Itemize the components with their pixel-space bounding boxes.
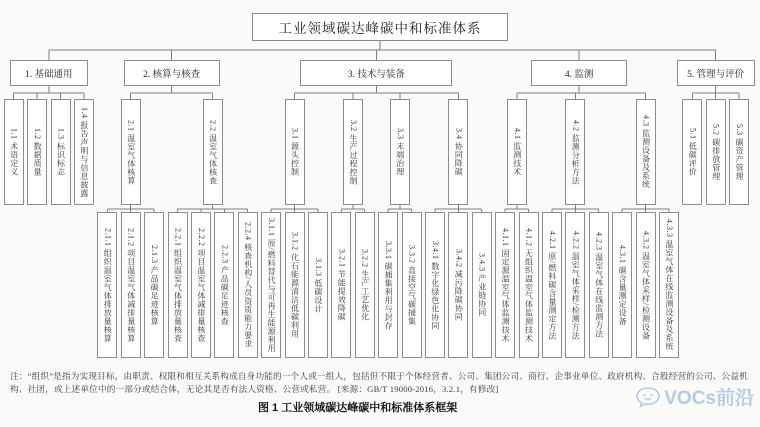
tree-node-level2: 4.1 监测技术 <box>507 99 527 205</box>
tree-node-level2: 1.1 术语定义 <box>4 99 24 205</box>
tree-node-section: 4. 监测 <box>531 60 627 86</box>
watermark <box>635 383 754 410</box>
tree-node-level2: 4.2 监测分析方法 <box>565 99 585 205</box>
tree-node-level3: 3.2.1 节能提效降碳 <box>331 212 351 358</box>
tree-node-level2: 5.3 碳资产管理 <box>729 99 749 205</box>
note-text: 注：“组织”是指为实现目标，由职责、权限和相互关系构成自身功能的一个人或一组人，包括但不限于个体经营者、公司、集团公司、商行、企事业单位、政府机构、合股经营的公司、公益机构、社团，或上述单位中的一部分或结合体，无论其是否有法人资格、公营或私营。 [来源：GB/T 19000-2016，3.2.1，有修改] <box>10 370 748 395</box>
tree-node-section: 1. 基础通用 <box>10 60 88 86</box>
tree-node-level3: 2.1.2 项目温室气体减排量核算 <box>121 212 141 358</box>
tree-node-level3: 4.2.2 温室气体采样/检测方法 <box>565 212 585 358</box>
tree-node-level2: 1.3 标识标志 <box>51 99 71 205</box>
tree-node-level3: 3.1.2 化石能源清洁低碳利用 <box>285 212 305 358</box>
tree-node-level3: 2.2.1 组织温室气体排放量核查 <box>168 212 188 358</box>
tree-node-section: 2. 核算与核查 <box>124 60 220 86</box>
tree-node-level3: 3.1.1 原/燃料替代与可再生能源利用 <box>261 212 281 358</box>
tree-node-level3: 3.4.3 产业链协同 <box>472 212 492 358</box>
tree-node-level3: 4.2.3 温室气体在线监测方法 <box>589 212 609 358</box>
tree-node-level3: 2.2.3 产品碳足迹核查 <box>214 212 234 358</box>
tree-node-level2: 5.1 低碳评价 <box>682 99 702 205</box>
tree-node-level3: 3.3.1 碳捕集利用与封存 <box>378 212 398 358</box>
tree-node-level2: 3.2 生产过程控制 <box>343 99 363 205</box>
tree-node-section: 5. 管理与评价 <box>677 60 755 86</box>
tree-node-level3: 4.3.2 温室气体采样/检测设备 <box>636 212 656 358</box>
tree-node-level2: 3.4 协同降碳 <box>448 99 468 205</box>
tree-node-level3: 4.3.1 碳含量测定设备 <box>612 212 632 358</box>
tree-node-level2: 2.2 温室气体核查 <box>203 99 223 205</box>
tree-node-level3: 3.1.3 低碳设计 <box>308 212 328 358</box>
tree-node-level2: 2.1 温室气体核算 <box>121 99 141 205</box>
tree-node-level2: 1.2 数据质量 <box>27 99 47 205</box>
tree-node-level3: 3.4.2 减污降碳协同 <box>448 212 468 358</box>
tree-node-level2: 4.3 监测设备及系统 <box>636 99 656 205</box>
watermark-text: VOCs前沿 <box>664 388 754 409</box>
tree-node-level3: 2.2.4 核查机构/人员资质能力要求 <box>238 212 258 358</box>
tree-node-section: 3. 技术与装备 <box>300 60 452 86</box>
tree-node-level3: 4.1.1 固定源温室气体监测技术 <box>495 212 515 358</box>
tree-node-level3: 4.3.3 温室气体在线监测设备及系统 <box>659 212 679 358</box>
tree-node-level3: 3.2.2 生产工艺优化 <box>355 212 375 358</box>
tree-node-level2: 3.1 源头控制 <box>285 99 305 205</box>
figure-caption: 图 1 工业领域碳达峰碳中和标准体系框架 <box>258 402 458 414</box>
tree-node-level2: 1.4 报告声明与信息披露 <box>74 99 94 205</box>
tree-node-level3: 3.3.2 直接空气碳捕集 <box>402 212 422 358</box>
tree-node-level3: 3.4.1 数字化绿色化协同 <box>425 212 445 358</box>
speech-bubble-smiley-icon <box>635 386 661 408</box>
tree-root-title: 工业领域碳达峰碳中和标准体系 <box>252 13 508 41</box>
tree-node-level3: 4.1.2 无组织温室气体监测技术 <box>519 212 539 358</box>
tree-node-level2: 5.2 碳排放管理 <box>706 99 726 205</box>
tree-node-level3: 2.1.3 产品碳足迹核算 <box>144 212 164 358</box>
tree-node-level2: 3.3 末端治理 <box>390 99 410 205</box>
tree-node-level3: 2.1.1 组织温室气体排放量核算 <box>97 212 117 358</box>
tree-node-level3: 4.2.1 原/燃料碳含量测定方法 <box>542 212 562 358</box>
tree-node-level3: 2.2.2 项目温室气体减排量核查 <box>191 212 211 358</box>
